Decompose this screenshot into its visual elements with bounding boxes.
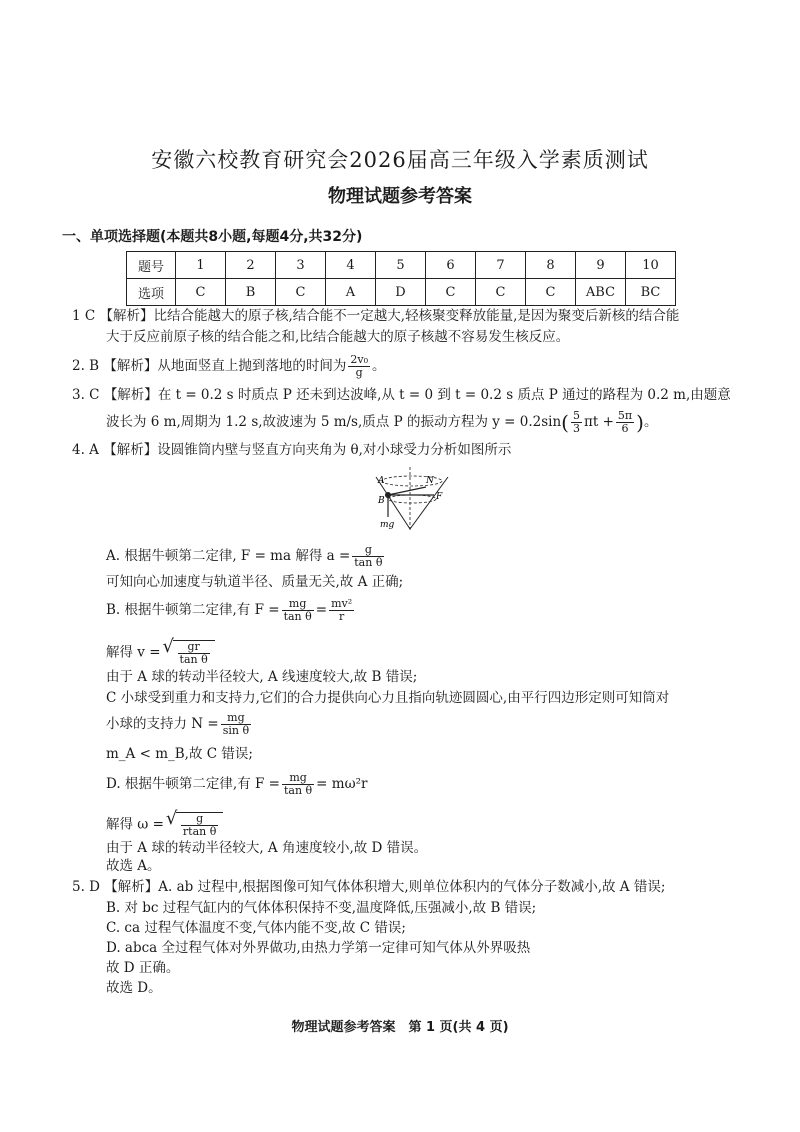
table-cell: BC	[626, 279, 676, 306]
q2-line	[72, 354, 386, 379]
q3-text1: 在 t = 0.2 s 时质点 P 还未到达波峰,从 t = 0 到 t = 0.2 s 质点 P 通过的路程为 0.2 m,由题意	[157, 387, 731, 403]
q4-lead: 4. A	[72, 442, 99, 458]
q4-a1-den: tan θ	[354, 556, 383, 569]
q4-b1-den1: tan θ	[283, 610, 312, 623]
page-title: 安徽六校教育研究会2026届高三年级入学素质测试	[151, 148, 649, 172]
q4-b1-num1: mg	[282, 598, 314, 611]
q4-d2-num: √ g	[181, 813, 218, 826]
q4-d2-den: rtan θ	[182, 825, 217, 838]
q5-l5: 故 D 正确。	[106, 960, 180, 976]
q2-tag: 【解析】	[103, 358, 158, 374]
q2-fraction	[348, 354, 370, 379]
q5-l3: C. ca 过程气体温度不变,气体内能不变,故 C 错误;	[106, 920, 406, 936]
q4-d2-text: 解得 ω =	[106, 816, 164, 833]
q5-lead: 5. D	[72, 879, 100, 895]
table-cell: ABC	[576, 279, 626, 306]
table-header-cell: 选项	[127, 279, 176, 306]
q3-frac2-num: 5π	[617, 409, 633, 422]
q4-a1-text: A. 根据牛顿第二定律, F = ma 解得 a =	[106, 548, 351, 564]
section-heading: 一、单项选择题(本题共8小题,每题4分,共32分)	[62, 229, 363, 245]
q1-line2: 大于反应前原子核的结合能之和,比结合能越大的原子核越不容易发生核反应。	[106, 329, 570, 345]
cone-force-diagram	[368, 465, 458, 535]
q4-d1-frac	[282, 772, 314, 797]
label-F: F	[436, 492, 443, 502]
q4-d1-text: D. 根据牛顿第二定律,有 F =	[106, 776, 280, 792]
q3-frac2-den: 6	[621, 422, 629, 435]
q4-d1-num: mg	[282, 772, 314, 785]
table-cell: C	[476, 279, 526, 306]
q4-b2	[106, 640, 215, 666]
q2-end: 。	[372, 358, 386, 374]
q5-l6: 故选 D。	[106, 980, 162, 996]
q3-end: 。	[643, 414, 658, 430]
q4-b3: 由于 A 球的转动半径较大, A 线速度较大,故 B 错误;	[106, 669, 418, 685]
q3-frac1-num: 5	[572, 409, 580, 422]
q4-a2: 可知向心加速度与轨道半径、质量无关,故 A 正确;	[106, 574, 404, 590]
q4-b2-num: √ gr	[178, 641, 210, 654]
q4-a1	[106, 544, 386, 569]
table-cell: 4	[326, 252, 376, 279]
q4-d2	[106, 812, 223, 838]
table-cell: C	[526, 279, 576, 306]
q4-c2-text: 小球的支持力 N =	[106, 716, 219, 732]
q4-tag: 【解析】	[103, 442, 158, 458]
q1-line1	[72, 306, 679, 326]
label-mg: mg	[380, 520, 395, 530]
table-row	[127, 279, 676, 306]
table-cell: 6	[426, 252, 476, 279]
table-cell: 1	[176, 252, 226, 279]
q1-tag: 【解析】	[99, 308, 154, 324]
table-cell: C	[176, 279, 226, 306]
q4-b1-den2: r	[338, 610, 345, 623]
q4-b1-frac2	[329, 598, 354, 623]
label-A: A	[378, 476, 385, 486]
q4-d1-den: tan θ	[283, 784, 313, 797]
q3-line2: 波长为 6 m,周期为 1.2 s,故波速为 5 m/s,质点 P 的振动方程为 y = 0.2sin( $\frac{5}{3}$ πt + $\frac{5\pi}{6}$ )。	[106, 409, 658, 435]
page-subtitle: 物理试题参考答案	[328, 186, 472, 207]
table-cell: B	[226, 279, 276, 306]
q4-d1-end: = mω²r	[316, 776, 368, 792]
table-cell: C	[276, 279, 326, 306]
q3-frac1	[571, 410, 582, 435]
table-cell: 8	[526, 252, 576, 279]
q5-l2: B. 对 bc 过程气缸内的气体体积保持不变,温度降低,压强减小,故 B 错误;	[106, 900, 537, 916]
table-cell: 10	[626, 252, 676, 279]
q5-l4: D. abca 全过程气体对外界做功,由热力学第一定律可知气体从外界吸热	[106, 940, 531, 956]
q4-c1: C 小球受到重力和支持力,它们的合力提供向心力且指向轨迹圆圆心,由平行四边形定则可知筒对	[106, 690, 670, 706]
q4-b1-text: B. 根据牛顿第二定律,有 F =	[106, 602, 280, 618]
q2-text: 从地面竖直上抛到落地的时间为	[157, 358, 347, 374]
q4-b1	[106, 598, 356, 623]
q3-tag: 【解析】	[103, 387, 158, 403]
q4-b1-frac1	[282, 598, 314, 623]
q4-b1-num2: mv²	[331, 597, 353, 610]
q4-d2-frac	[181, 813, 218, 838]
q1-text1: 比结合能越大的原子核,结合能不一定越大,轻核聚变释放能量,是因为聚变后新核的结合能	[153, 308, 680, 324]
q2-lead: 2. B	[72, 358, 100, 374]
q4-c2	[106, 712, 253, 737]
q2-frac-num: 2v₀	[350, 353, 369, 366]
q4-b2-text: 解得 v =	[106, 644, 161, 661]
table-cell: 7	[476, 252, 526, 279]
q4-d4: 故选 A。	[106, 858, 161, 874]
page-footer: 物理试题参考答案 第 1 页(共 4 页)	[291, 1020, 509, 1035]
q3-line1	[72, 385, 731, 405]
table-cell: 2	[226, 252, 276, 279]
q3-lead: 3. C	[72, 387, 100, 403]
table-cell: 9	[576, 252, 626, 279]
q4-a1-num: g	[352, 544, 384, 557]
q4-b1-eq: =	[315, 602, 328, 618]
q3-frac1-den: 3	[572, 422, 580, 435]
table-cell: D	[376, 279, 426, 306]
q3-frac2	[616, 410, 634, 435]
q4-line1	[72, 440, 511, 460]
label-N: N	[426, 476, 434, 486]
q2-frac-den: g	[355, 366, 363, 379]
q3-mid: πt +	[583, 414, 614, 430]
q4-a1-frac	[352, 544, 384, 569]
table-cell: 3	[276, 252, 326, 279]
q4-intro: 设圆锥筒内壁与竖直方向夹角为 θ,对小球受力分析如图所示	[157, 442, 512, 458]
table-cell: C	[426, 279, 476, 306]
q4-b2-den: tan θ	[179, 653, 208, 666]
q5-tag: 【解析】	[104, 879, 159, 895]
q5-l1: A. ab 过程中,根据图像可知气体体积增大,则单位体积内的气体分子数减小,故 A 错误;	[158, 879, 666, 895]
q4-c2-num: mg	[221, 712, 251, 725]
label-B: B	[378, 496, 385, 506]
answer-table	[126, 251, 676, 306]
q1-lead: 1 C	[72, 308, 96, 324]
q4-c3: m_A < m_B,故 C 错误;	[106, 746, 253, 762]
q4-c2-frac	[221, 712, 251, 737]
table-cell: A	[326, 279, 376, 306]
q5-line1	[72, 877, 665, 897]
q4-c2-den: sin θ	[222, 724, 250, 737]
q4-d1	[106, 772, 367, 797]
q4-b2-frac	[178, 641, 210, 666]
q4-d2-sqrt	[176, 812, 223, 838]
table-row	[127, 252, 676, 279]
table-header-cell: 题号	[127, 252, 176, 279]
table-cell: 5	[376, 252, 426, 279]
q3-text2: 波长为 6 m,周期为 1.2 s,故波速为 5 m/s,质点 P 的振动方程为 y = 0.2sin	[106, 414, 562, 430]
q4-b2-sqrt	[173, 640, 215, 666]
q4-d3: 由于 A 球的转动半径较大, A 角速度较小,故 D 错误。	[106, 840, 428, 856]
